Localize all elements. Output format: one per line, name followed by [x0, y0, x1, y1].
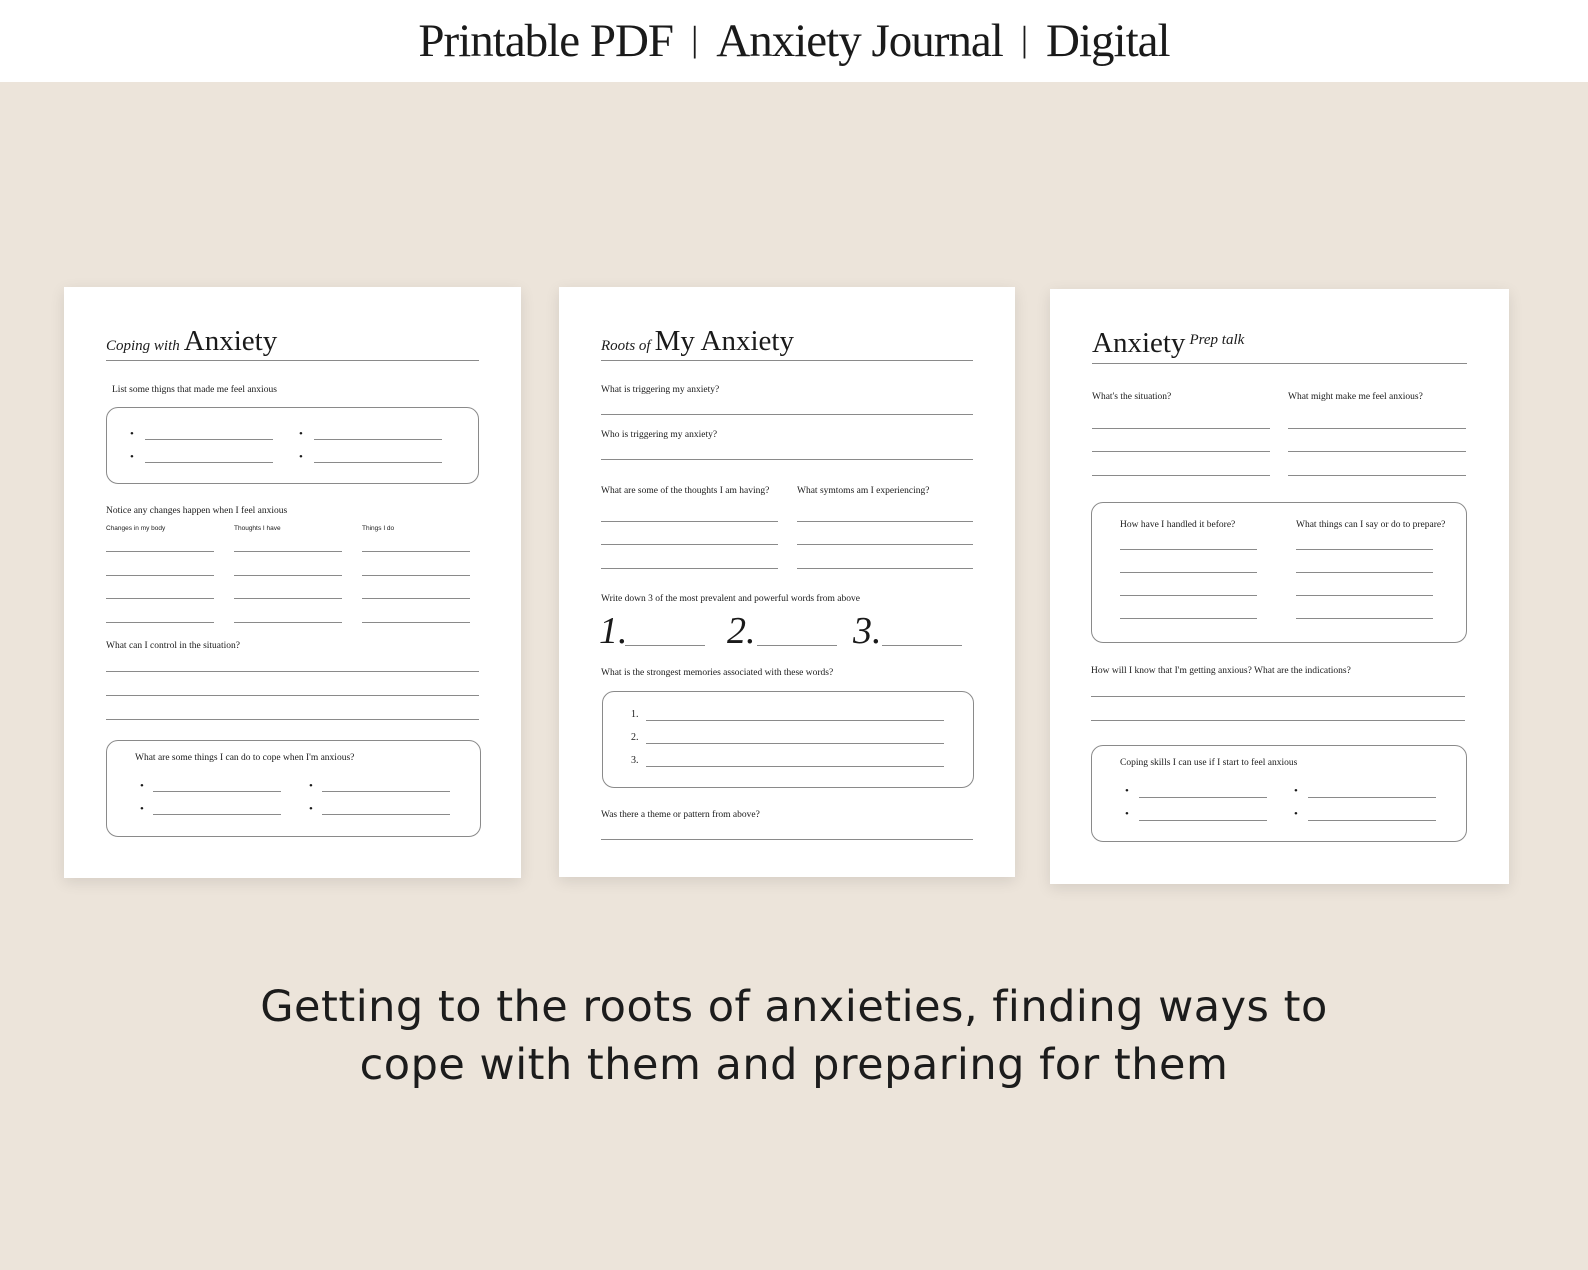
- header-digital: Digital: [1046, 15, 1170, 67]
- title-rule: [1092, 363, 1467, 364]
- caption: [0, 978, 1588, 1094]
- bullet: •: [299, 451, 303, 463]
- page-anxiety-prep-talk: [1050, 289, 1509, 884]
- answer-line[interactable]: [145, 462, 273, 463]
- question-know: How will I know that I'm getting anxious? What are the indications?: [1091, 666, 1351, 676]
- answer-line[interactable]: [1308, 820, 1436, 821]
- answer-line[interactable]: [1120, 549, 1257, 550]
- answer-line[interactable]: [1308, 797, 1436, 798]
- answer-line[interactable]: [1288, 451, 1466, 452]
- column-body: Changes in my body: [106, 525, 166, 532]
- page-coping-with-anxiety: [64, 287, 521, 878]
- answer-line[interactable]: [797, 568, 973, 569]
- bullet: •: [1294, 808, 1298, 820]
- question-thoughts: What are some of the thoughts I am having?: [601, 486, 770, 496]
- answer-line[interactable]: [362, 575, 470, 576]
- answer-line[interactable]: [601, 568, 778, 569]
- answer-line[interactable]: [1296, 618, 1433, 619]
- page-title: Roots of My Anxiety: [601, 325, 794, 357]
- answer-line[interactable]: [106, 575, 214, 576]
- question-symptoms: What symtoms am I experiencing?: [797, 486, 930, 496]
- column-things: Things I do: [362, 525, 395, 532]
- answer-line[interactable]: [1092, 451, 1270, 452]
- answer-line[interactable]: [106, 598, 214, 599]
- header-separator: |: [1020, 19, 1029, 59]
- bullet: •: [1125, 808, 1129, 820]
- answer-line[interactable]: [1120, 595, 1257, 596]
- question-coping: Coping skills I can use if I start to feel anxious: [1120, 758, 1298, 768]
- title-rule: [601, 360, 973, 361]
- answer-line[interactable]: [234, 575, 342, 576]
- answer-line[interactable]: [797, 544, 973, 545]
- answer-line[interactable]: [601, 414, 973, 415]
- answer-line[interactable]: [145, 439, 273, 440]
- answer-line[interactable]: [1120, 572, 1257, 573]
- bullet: •: [130, 451, 134, 463]
- answer-line[interactable]: [601, 459, 973, 460]
- question-prepare: What things can I say or do to prepare?: [1296, 520, 1446, 530]
- bullet-box: [106, 407, 479, 484]
- question-theme: Was there a theme or pattern from above?: [601, 810, 760, 820]
- cope-box: [106, 740, 481, 837]
- page-title: Coping with Anxiety: [106, 325, 278, 357]
- question-memories: What is the strongest memories associated with these words?: [601, 668, 834, 678]
- page-roots-of-my-anxiety: [559, 287, 1015, 877]
- column-thoughts: Thoughts I have: [234, 525, 281, 532]
- bullet: •: [309, 803, 313, 815]
- answer-line[interactable]: [1288, 475, 1466, 476]
- header-anxiety-journal: Anxiety Journal: [716, 15, 1003, 67]
- answer-line[interactable]: [1091, 696, 1465, 697]
- answer-line[interactable]: [234, 551, 342, 552]
- word-number: 3.: [853, 610, 882, 652]
- question-control: What can I control in the situation?: [106, 641, 241, 651]
- question-who: Who is triggering my anxiety?: [601, 430, 718, 440]
- bullet: •: [309, 780, 313, 792]
- answer-line[interactable]: [314, 462, 442, 463]
- answer-line[interactable]: [601, 544, 778, 545]
- list-number: 2.: [631, 732, 639, 743]
- answer-line[interactable]: [106, 671, 479, 672]
- answer-line[interactable]: [646, 720, 944, 721]
- bullet: •: [299, 428, 303, 440]
- answer-line[interactable]: [1296, 549, 1433, 550]
- question-what: What is triggering my anxiety?: [601, 385, 720, 395]
- word-number: 1.: [599, 610, 628, 652]
- answer-line[interactable]: [646, 743, 944, 744]
- answer-line[interactable]: [757, 645, 837, 646]
- question-list: List some thigns that made me feel anxious: [112, 385, 277, 395]
- answer-line[interactable]: [322, 814, 450, 815]
- question-changes: Notice any changes happen when I feel anxious: [106, 506, 288, 516]
- prep-box: [1091, 502, 1467, 643]
- answer-line[interactable]: [106, 622, 214, 623]
- answer-line[interactable]: [106, 719, 479, 720]
- caption-line-1: Getting to the roots of anxieties, finding ways to: [260, 982, 1328, 1032]
- question-might: What might make me feel anxious?: [1288, 392, 1423, 402]
- answer-line[interactable]: [153, 814, 281, 815]
- answer-line[interactable]: [882, 645, 962, 646]
- bullet: •: [1294, 785, 1298, 797]
- bullet: •: [140, 803, 144, 815]
- caption-line-2: cope with them and preparing for them: [359, 1040, 1229, 1090]
- header-separator: |: [691, 19, 699, 59]
- list-number: 3.: [631, 755, 639, 766]
- answer-line[interactable]: [1296, 595, 1433, 596]
- answer-line[interactable]: [314, 439, 442, 440]
- answer-line[interactable]: [625, 645, 705, 646]
- list-number: 1.: [631, 709, 639, 720]
- question-handled: How have I handled it before?: [1120, 520, 1236, 530]
- answer-line[interactable]: [1296, 572, 1433, 573]
- answer-line[interactable]: [646, 766, 944, 767]
- question-cope: What are some things I can do to cope when I'm anxious?: [135, 753, 355, 763]
- page-title: Anxiety Prep talk: [1092, 327, 1245, 359]
- answer-line[interactable]: [1092, 428, 1270, 429]
- answer-line[interactable]: [601, 839, 973, 840]
- title-rule: [106, 360, 479, 361]
- answer-line[interactable]: [1139, 820, 1267, 821]
- header-bar: [0, 0, 1588, 82]
- word-number: 2.: [727, 610, 756, 652]
- bullet: •: [1125, 785, 1129, 797]
- answer-line[interactable]: [1288, 428, 1466, 429]
- answer-line[interactable]: [601, 521, 778, 522]
- question-words: Write down 3 of the most prevalent and powerful words from above: [601, 594, 860, 604]
- bullet: •: [140, 780, 144, 792]
- answer-line[interactable]: [153, 791, 281, 792]
- header-printable-pdf: Printable PDF: [418, 15, 674, 67]
- question-situation: What's the situation?: [1092, 392, 1172, 402]
- answer-line[interactable]: [234, 622, 342, 623]
- answer-line[interactable]: [106, 695, 479, 696]
- answer-line[interactable]: [362, 598, 470, 599]
- answer-line[interactable]: [362, 551, 470, 552]
- answer-line[interactable]: [322, 791, 450, 792]
- answer-line[interactable]: [362, 622, 470, 623]
- bullet: •: [130, 428, 134, 440]
- answer-line[interactable]: [1139, 797, 1267, 798]
- coping-skills-box: [1091, 745, 1467, 842]
- answer-line[interactable]: [1091, 720, 1465, 721]
- answer-line[interactable]: [797, 521, 973, 522]
- answer-line[interactable]: [234, 598, 342, 599]
- answer-line[interactable]: [1120, 618, 1257, 619]
- answer-line[interactable]: [106, 551, 214, 552]
- memories-box: [602, 691, 974, 788]
- answer-line[interactable]: [1092, 475, 1270, 476]
